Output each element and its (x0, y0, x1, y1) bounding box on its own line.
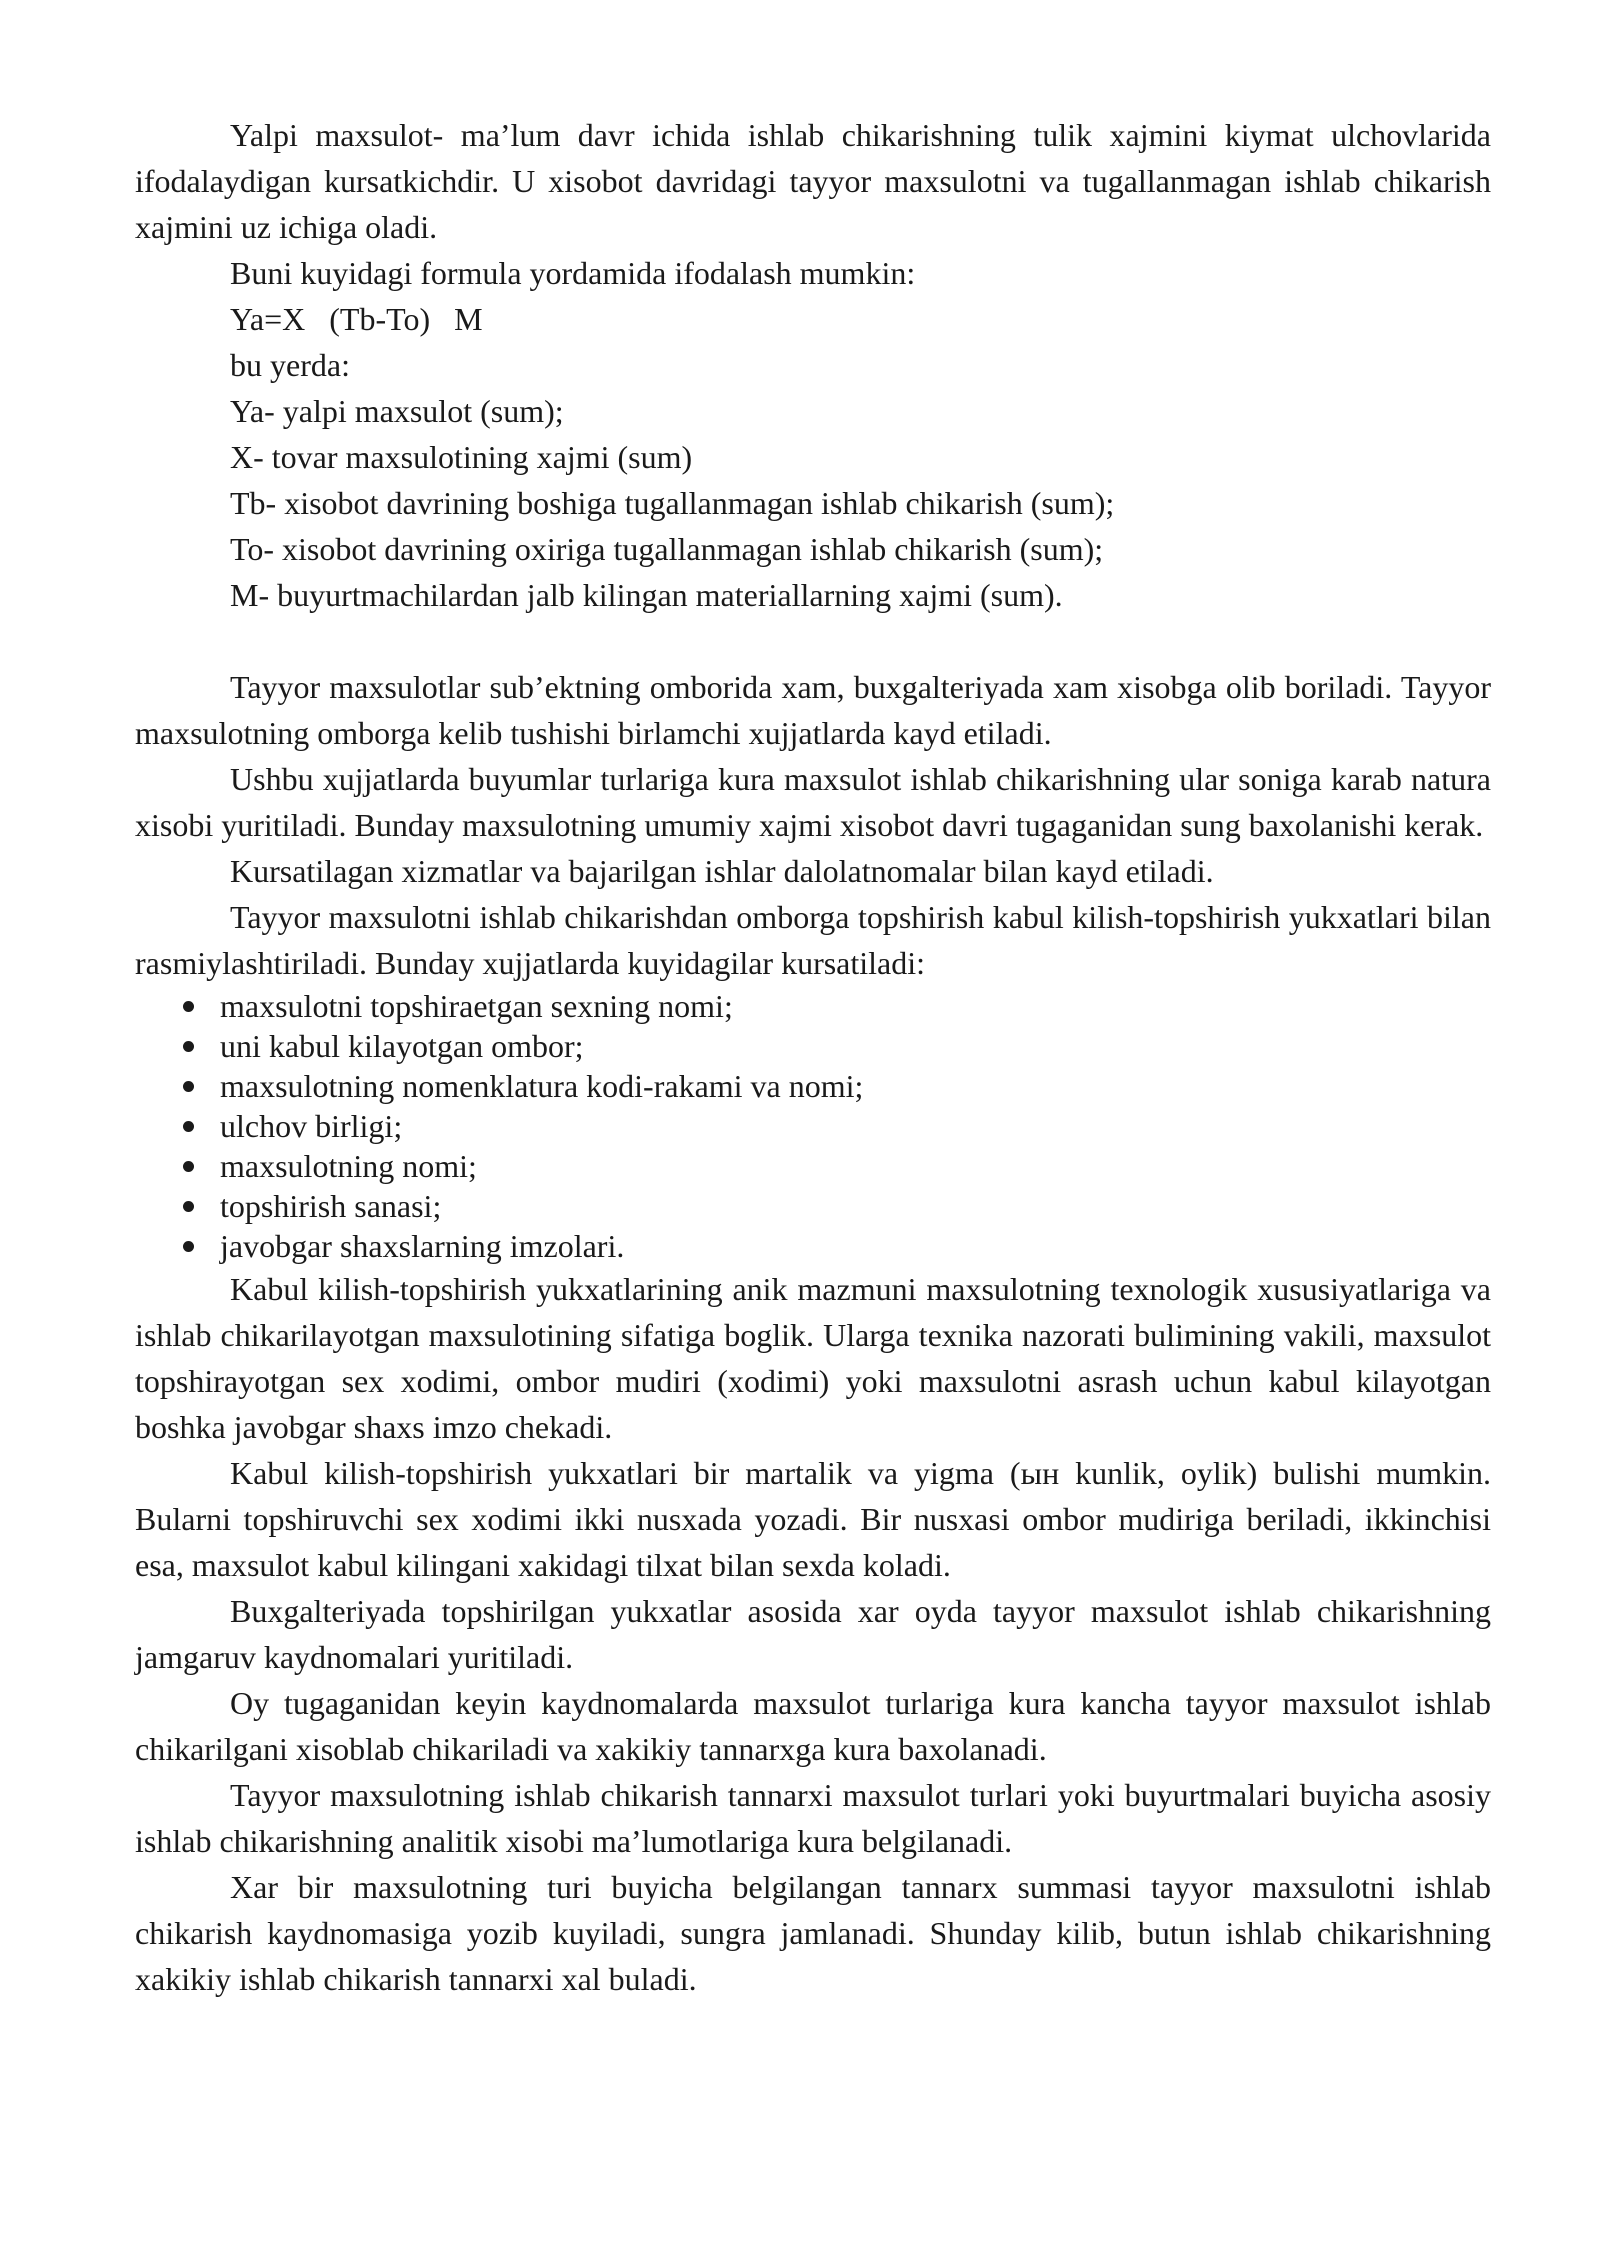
list-item: javobgar shaxslarning imzolari. (135, 1226, 1491, 1266)
paragraph-one-time-cumulative: Kabul kilish-topshirish yukxatlari bir martalik va yigma (ын kunlik, oylik) bulishi mumkin. Bularni topshiruvchi sex xodimi ikki nusxada yozadi. Bir nusxasi ombor mudiriga beriladi, ikkinchisi esa, maxsulot kabul kilingani xakidagi tilxat bilan sexda koladi. (135, 1455, 1491, 1583)
paragraph-month-end: Oy tugaganidan keyin kaydnomalarda maxsulot turlariga kura kancha tayyor maxsulot ishlab chikarilgani xisoblab chikariladi va xakikiy tannarxga kura baxolanadi. (135, 1685, 1491, 1767)
paragraph-transfer-content: Kabul kilish-topshirish yukxatlarining anik mazmuni maxsulotning texnologik xususiyatlariga va ishlab chikarilayotgan maxsulotining sifatiga boglik. Ularga texnika nazorati bulimining vakili, maxsulot topshirayotgan sex xodimi, ombor mudiri (xodimi) yoki maxsulotni asrash uchun kabul kilayotgan boshka javobgar shaxs imzo chekadi. (135, 1271, 1491, 1445)
paragraph-monthly-registers: Buxgalteriyada topshirilgan yukxatlar asosida xar oyda tayyor maxsulot ishlab chikarishning jamgaruv kaydnomalari yuritiladi. (135, 1593, 1491, 1675)
paragraph-transfer-documents: Tayyor maxsulotni ishlab chikarishdan omborga topshirish kabul kilish-topshirish yukxatlari bilan rasmiylashtiriladi. Bunday xujjatlarda kuyidagilar kursatiladi: (135, 899, 1491, 981)
where-label: bu yerda: (230, 347, 350, 383)
bullet-icon (183, 1121, 194, 1132)
list-item: uni kabul kilayotgan ombor; (135, 1026, 1491, 1066)
definition-to: To- xisobot davrining oxiriga tugallanmagan ishlab chikarish (sum); (230, 531, 1104, 567)
bullet-list (135, 986, 1491, 1266)
blank-line (135, 618, 1491, 664)
paragraph-natural-accounting: Ushbu xujjatlarda buyumlar turlariga kura maxsulot ishlab chikarishning ular soniga karab natura xisobi yuritiladi. Bunday maxsulotning umumiy xajmi xisobot davri tugaganidan sung baxolanishi kerak. (135, 761, 1491, 843)
bullet-icon (183, 1081, 194, 1092)
list-item: maxsulotning nomenklatura kodi-rakami va nomi; (135, 1066, 1491, 1106)
paragraph-cost-summary: Xar bir maxsulotning turi buyicha belgilangan tannarx summasi tayyor maxsulotni ishlab chikarish kaydnomasiga yozib kuyiladi, sungra jamlanadi. Shunday kilib, butun ishlab chikarishning xakikiy ishlab chikarish tannarxi xal buladi. (135, 1869, 1491, 1997)
list-item: maxsulotning nomi; (135, 1146, 1491, 1186)
paragraph-finished-goods: Tayyor maxsulotlar sub’ektning omborida xam, buxgalteriyada xam xisobga olib boriladi. Tayyor maxsulotning omborga kelib tushishi birlamchi xujjatlarda kayd etiladi. (135, 669, 1491, 751)
definition-m: M- buyurtmachilardan jalb kilingan materiallarning xajmi (sum). (230, 577, 1063, 613)
paragraph-services-acts: Kursatilagan xizmatlar va bajarilgan ishlar dalolatnomalar bilan kayd etiladi. (230, 853, 1214, 889)
document-page (135, 112, 1491, 2002)
bullet-icon (183, 1001, 194, 1012)
list-item: topshirish sanasi; (135, 1186, 1491, 1226)
paragraph-gross-product-definition: Yalpi maxsulot- ma’lum davr ichida ishlab chikarishning tulik xajmini kiymat ulchovlarida ifodalaydigan kursatkichdir. U xisobot davridagi tayyor maxsulotni va tugallanmagan ishlab chikarish xajmini uz ichiga oladi. (135, 117, 1491, 245)
list-item: ulchov birligi; (135, 1106, 1491, 1146)
definition-x: X- tovar maxsulotining xajmi (sum) (230, 439, 693, 475)
formula: Ya=X (Tb-To) M (230, 301, 483, 337)
paragraph-formula-intro: Buni kuyidagi formula yordamida ifodalash mumkin: (230, 255, 916, 291)
list-item: maxsulotni topshiraetgan sexning nomi; (135, 986, 1491, 1026)
bullet-icon (183, 1041, 194, 1052)
bullet-icon (183, 1161, 194, 1172)
paragraph-production-cost: Tayyor maxsulotning ishlab chikarish tannarxi maxsulot turlari yoki buyurtmalari buyicha asosiy ishlab chikarishning analitik xisobi ma’lumotlariga kura belgilanadi. (135, 1777, 1491, 1859)
bullet-icon (183, 1201, 194, 1212)
definition-tb: Tb- xisobot davrining boshiga tugallanmagan ishlab chikarish (sum); (230, 485, 1115, 521)
definition-ya: Ya- yalpi maxsulot (sum); (230, 393, 564, 429)
bullet-icon (183, 1241, 194, 1252)
